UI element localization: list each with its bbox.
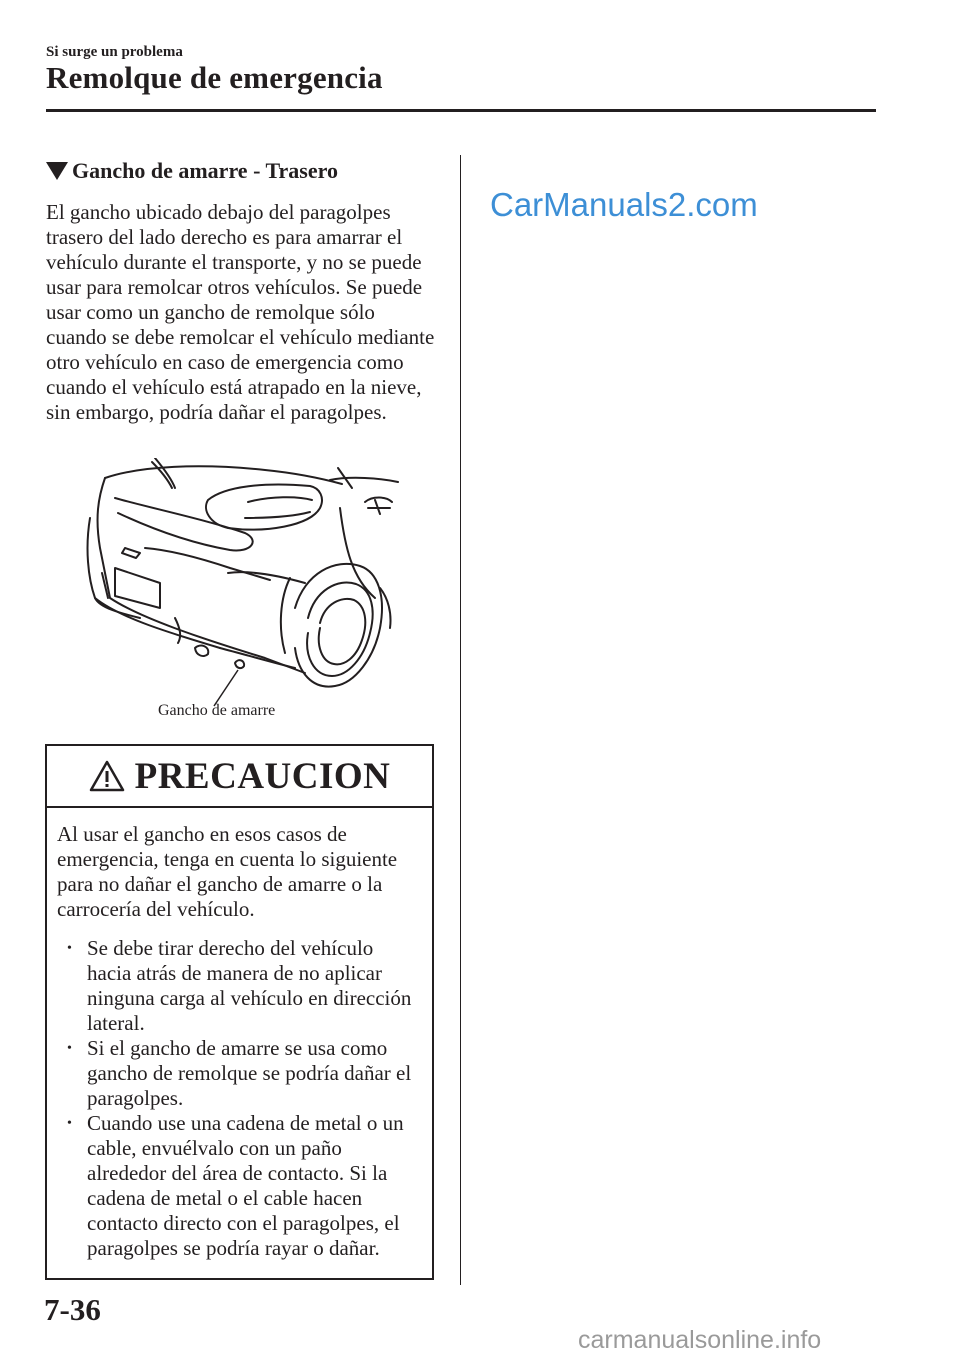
car-figure [80,458,400,720]
subsection-heading [46,158,338,184]
list-item: • Cuando use una cadena de metal o un cable, envuélvalo con un paño alrededor del área de contacto. Si la cadena de metal o el cable hacen contacto directo con el paragolpes, el paragolpes se podría rayar o dañar. [61,1111,422,1261]
list-item: • Se debe tirar derecho del vehículo hacia atrás de manera de no aplicar ninguna carga al vehículo en dirección lateral. [61,936,422,1036]
caution-list [61,936,422,1261]
figure-leader-line [80,458,400,720]
caution-box [45,744,434,1280]
subsection-heading-text: Gancho de amarre - Trasero [72,158,338,183]
warning-triangle-icon [89,760,125,792]
caution-header [47,746,432,808]
list-item: • Si el gancho de amarre se usa como gancho de remolque se podría dañar el paragolpes. [61,1036,422,1111]
body-paragraph: El gancho ubicado debajo del paragolpes trasero del lado derecho es para amarrar el vehículo durante el transporte, y no se puede usar para remolcar otros vehículos. Se puede usar como un gancho de remolque sólo cuando se debe remolcar el vehículo mediante otro vehículo en caso de emergencia como cuando el vehículo está atrapado en la nieve, sin embargo, podría dañar el paragolpes. [46,200,435,424]
column-divider [460,155,461,1285]
header-section-label: Si surge un problema [46,44,183,60]
watermark-top: CarManuals2.com [490,186,758,223]
page-number: 7-36 [44,1292,101,1327]
triangle-bullet-icon [46,162,68,180]
watermark-bottom: carmanualsonline.info [578,1326,822,1354]
page-title: Remolque de emergencia [46,60,383,95]
figure-label: Gancho de amarre [158,702,276,719]
header-rule [46,109,876,112]
caution-intro: Al usar el gancho en esos casos de emergencia, tenga en cuenta lo siguiente para no dañar el gancho de amarre o la carrocería del vehículo. [57,822,398,921]
caution-title: PRECAUCION [134,755,391,797]
